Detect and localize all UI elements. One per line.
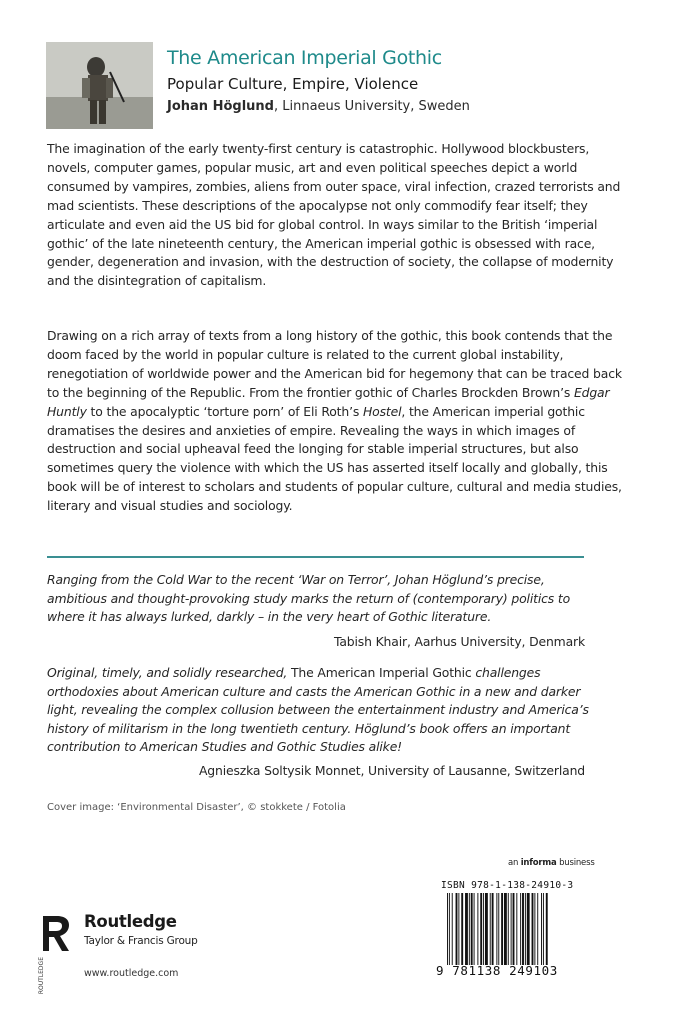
blurb-italic-title: Hostel [362, 403, 402, 419]
publisher-name: Routledge [84, 912, 177, 931]
review-attribution-1: Tabish Khair, Aarhus University, Denmark [333, 634, 585, 649]
informa-wordmark: informa [520, 858, 557, 868]
book-subtitle: Popular Culture, Empire, Violence [167, 75, 419, 93]
publisher-group: Taylor & Francis Group [84, 935, 198, 947]
publisher-url: www.routledge.com [84, 968, 179, 979]
review-attribution-2: Agnieszka Soltysik Monnet, University of Lausanne, Switzerland [198, 763, 585, 778]
isbn-number: 9 781138 249103 [436, 963, 558, 978]
blurb-paragraph-1: The imagination of the early twenty-first century is catastrophic. Hollywood blockbusters, novels, computer games, popular music, art and even political speeches depict a world consumed by vampires, zombies, aliens from outer space, viral infection, crazed terrorists and mad scientists. These descriptions of the apocalypse not only commodify fear itself; they articulate and even aid the US bid for global control. In ways similar to the British ‘imperial gothic’ of the late nineteenth century, the American imperial gothic is obsessed with race, gender, degeneration and invasion, with the destruction of society, the collapse of modernity and the disintegration of capitalism. [47, 141, 621, 289]
cover-thumbnail-image [46, 42, 153, 129]
review-text: Original, timely, and solidly researched, [47, 665, 292, 680]
author-line [167, 99, 470, 114]
blurb-text: , the American imperial gothic dramatises the desires and anxieties of empire. Revealing the ways in which images of destruction and social upheaval feed the longing for stable imperial structures, but also sometimes query the violence with which the US has asserted itself locally and globally, this book will be of interest to scholars and students of popular culture, cultural and media studies, literary and visual studies and sociology. [47, 403, 622, 514]
informa-tagline [508, 858, 595, 868]
cover-image-credit: Cover image: ‘Environmental Disaster’, © stokkete / Fotolia [47, 802, 346, 813]
review-quote-1: Ranging from the Cold War to the recent ‘War on Terror’, Johan Höglund’s precise, ambitious and thought-provoking study marks the return of (contemporary) politics to where it has always lurked, darkly – in the very heart of Gothic literature. [47, 572, 571, 624]
barcode-bars [447, 893, 580, 965]
book-title: The American Imperial Gothic [167, 47, 442, 69]
author-affiliation: , Linnaeus University, Sweden [273, 99, 470, 114]
isbn-label: ISBN 978-1-138-24910-3 [441, 880, 574, 891]
blurb-text: Drawing on a rich array of texts from a long history of the gothic, this book contends that the doom faced by the world in popular culture is related to the current global instability, renegotiation of worldwide power and the American bid for hegemony that can be traced back to the beginning of the Republic. From the frontier gothic of Charles Brockden Brown’s [47, 328, 622, 400]
blurb-paragraph-2 [47, 327, 635, 516]
review-book-title: The American Imperial Gothic [291, 665, 472, 680]
blurb-italic-title: Edgar Huntly [47, 384, 610, 419]
tagline-text: business [556, 858, 595, 868]
tagline-text: an [508, 858, 521, 868]
review-quote-2 [47, 664, 592, 757]
routledge-logo-icon [41, 913, 73, 953]
routledge-side-text: ROUTLEDGE [38, 957, 45, 995]
blurb-text: to the apocalyptic ‘torture porn’ of Eli Roth’s [86, 403, 363, 419]
author-name: Johan Höglund [167, 99, 274, 114]
divider-rule [47, 556, 584, 558]
review-text: challenges orthodoxies about American culture and casts the American Gothic in a new and darker light, revealing the complex collusion between the entertainment industry and America’s history of militarism in the long twentieth century. Höglund’s book offers an important contribution to American Studies and Gothic Studies alike! [47, 665, 589, 754]
